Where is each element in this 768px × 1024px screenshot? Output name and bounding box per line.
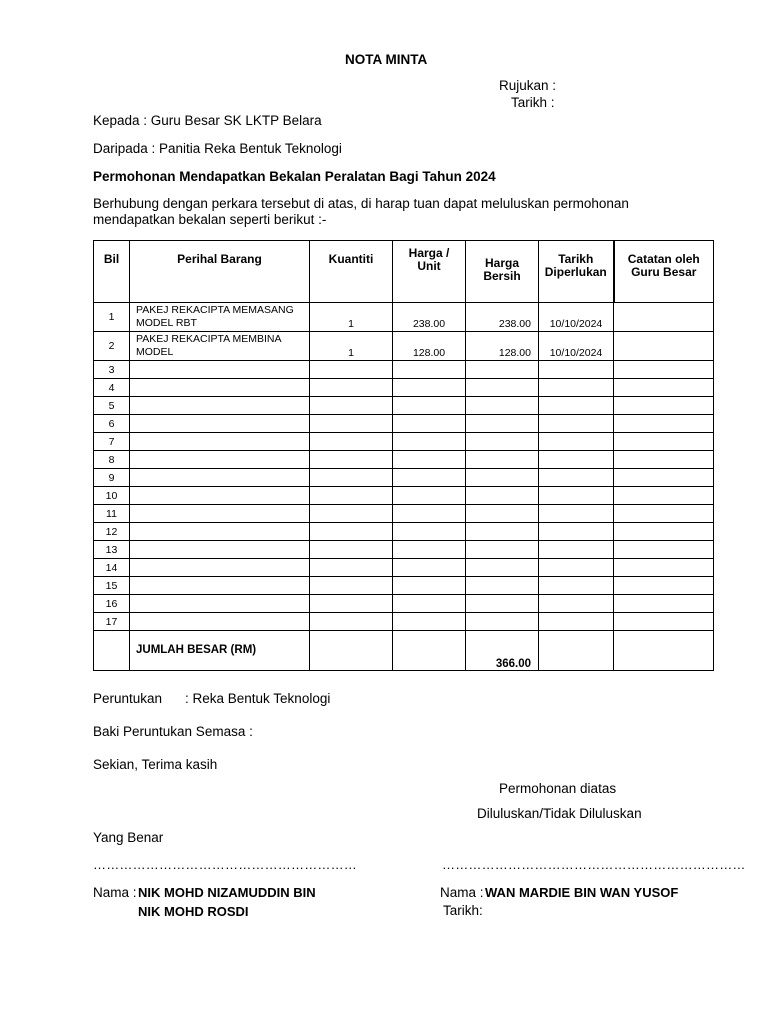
table-row: [94, 332, 714, 361]
cell-empty: [614, 361, 714, 379]
header-harga-bersih: Harga Bersih: [466, 241, 539, 303]
cell-empty: [539, 523, 614, 541]
cell-tarikh: 10/10/2024: [539, 303, 614, 332]
cell-empty: [466, 613, 539, 631]
body-line-1: Berhubung dengan perkara tersebut di atas, di harap tuan dapat meluluskan permohonan: [93, 196, 629, 211]
cell-harga-unit: 128.00: [393, 332, 466, 361]
cell-empty: [393, 433, 466, 451]
cell-empty: [466, 379, 539, 397]
cell-empty: [466, 523, 539, 541]
memo-title: NOTA MINTA: [345, 52, 428, 67]
cell-empty: [393, 379, 466, 397]
cell-empty: [130, 451, 310, 469]
cell-perihal: PAKEJ REKACIPTA MEMBINA MODEL: [130, 332, 310, 361]
cell-empty: [130, 523, 310, 541]
table-row: [94, 469, 714, 487]
cell-empty: [393, 613, 466, 631]
cell-empty: [310, 613, 393, 631]
table-row: [94, 379, 714, 397]
cell-empty: [466, 595, 539, 613]
cell-bil: 11: [94, 505, 130, 523]
cell-bil: 10: [94, 487, 130, 505]
cell-empty: [466, 397, 539, 415]
cell-kuantiti: 1: [310, 303, 393, 332]
cell-empty: [310, 559, 393, 577]
kepada-line: Kepada : Guru Besar SK LKTP Belara: [93, 113, 322, 128]
cell-empty: [310, 595, 393, 613]
cell-empty: [614, 523, 714, 541]
cell-empty: [130, 613, 310, 631]
table-row: [94, 559, 714, 577]
cell-empty: [310, 451, 393, 469]
cell-empty: [539, 559, 614, 577]
table-row: [94, 541, 714, 559]
cell-empty: [614, 505, 714, 523]
cell-empty: [310, 505, 393, 523]
table-row: [94, 361, 714, 379]
cell-empty: [539, 613, 614, 631]
cell-catatan: [614, 303, 714, 332]
daripada-line: Daripada : Panitia Reka Bentuk Teknologi: [93, 141, 342, 156]
cell-bil: 1: [94, 303, 130, 332]
cell-empty: [130, 487, 310, 505]
cell-empty: [614, 577, 714, 595]
cell-harga-unit: 238.00: [393, 303, 466, 332]
table-header-row: [94, 241, 714, 303]
cell-bil: 5: [94, 397, 130, 415]
cell-empty: [614, 595, 714, 613]
subject-line: Permohonan Mendapatkan Bekalan Peralatan Bagi Tahun 2024: [93, 169, 496, 184]
table-row: [94, 415, 714, 433]
header-perihal: Perihal Barang: [130, 241, 310, 303]
cell-bil: 8: [94, 451, 130, 469]
header-bil: Bil: [94, 241, 130, 303]
signer-name-right: WAN MARDIE BIN WAN YUSOF: [485, 885, 679, 900]
cell-catatan: [614, 332, 714, 361]
cell-empty: [466, 541, 539, 559]
peruntukan-value: : Reka Bentuk Teknologi: [185, 691, 331, 706]
cell-empty: [130, 433, 310, 451]
tarikh-label-top: Tarikh :: [511, 95, 555, 110]
cell-empty: [466, 361, 539, 379]
header-catatan: Catatan oleh Guru Besar: [614, 241, 714, 303]
cell-empty: [539, 397, 614, 415]
cell-bil: 4: [94, 379, 130, 397]
cell-bil: 9: [94, 469, 130, 487]
cell-bil: 6: [94, 415, 130, 433]
cell-empty: [310, 415, 393, 433]
cell-empty: [466, 487, 539, 505]
cell-kuantiti: 1: [310, 332, 393, 361]
cell-empty: [130, 361, 310, 379]
cell-bil: 12: [94, 523, 130, 541]
signature-line-right: ……………………………………………………………: [442, 857, 746, 872]
signer-name-left-2: NIK MOHD ROSDI: [138, 904, 249, 919]
peruntukan-label: Peruntukan: [93, 691, 163, 706]
cell-bil: 13: [94, 541, 130, 559]
cell-empty: [393, 559, 466, 577]
signer-name-left-1: NIK MOHD NIZAMUDDIN BIN: [138, 885, 316, 900]
table-row: [94, 397, 714, 415]
cell-empty: [539, 433, 614, 451]
cell-empty: [310, 541, 393, 559]
cell-empty: [614, 469, 714, 487]
cell-empty: [393, 541, 466, 559]
cell-empty: [614, 487, 714, 505]
cell-empty: [614, 613, 714, 631]
header-harga-unit: Harga / Unit: [393, 241, 466, 303]
body-line-2: mendapatkan bekalan seperti berikut :-: [93, 212, 327, 227]
cell-perihal: PAKEJ REKACIPTA MEMASANG MODEL RBT: [130, 303, 310, 332]
cell-empty: [539, 469, 614, 487]
total-value: 366.00: [466, 631, 539, 671]
cell-empty: [310, 487, 393, 505]
table-row: [94, 523, 714, 541]
cell-empty: [466, 415, 539, 433]
cell-bil: 7: [94, 433, 130, 451]
cell-empty: [130, 505, 310, 523]
cell-empty: [393, 415, 466, 433]
cell-empty: [539, 415, 614, 433]
cell-empty: [614, 451, 714, 469]
table-row: [94, 487, 714, 505]
cell-empty: [539, 361, 614, 379]
cell-empty: [466, 577, 539, 595]
cell-empty: [614, 415, 714, 433]
cell-empty: [130, 469, 310, 487]
header-tarikh: Tarikh Diperlukan: [539, 241, 614, 303]
cell-empty: [310, 469, 393, 487]
cell-empty: [614, 379, 714, 397]
cell-empty: [539, 487, 614, 505]
baki-peruntukan: Baki Peruntukan Semasa :: [93, 724, 253, 739]
cell-empty: [393, 361, 466, 379]
signature-line-left: ……………………………………………………: [93, 857, 357, 872]
cell-empty: [614, 559, 714, 577]
table-row: [94, 303, 714, 332]
empty-rows: [94, 361, 714, 631]
cell-empty: [393, 397, 466, 415]
nama-label-right: Nama :: [440, 885, 484, 900]
total-empty-cell: [614, 631, 714, 671]
cell-empty: [130, 379, 310, 397]
cell-empty: [310, 397, 393, 415]
cell-empty: [466, 505, 539, 523]
table-row: [94, 595, 714, 613]
cell-empty: [130, 541, 310, 559]
table-row: [94, 433, 714, 451]
cell-empty: [393, 487, 466, 505]
total-row: [94, 631, 714, 671]
cell-empty: [393, 469, 466, 487]
cell-empty: [539, 379, 614, 397]
table-row: [94, 577, 714, 595]
cell-empty: [614, 397, 714, 415]
cell-harga-bersih: 128.00: [466, 332, 539, 361]
cell-bil: 3: [94, 361, 130, 379]
cell-bil: 14: [94, 559, 130, 577]
cell-empty: [310, 379, 393, 397]
cell-bil: 15: [94, 577, 130, 595]
cell-empty: [130, 415, 310, 433]
cell-empty: [393, 451, 466, 469]
cell-empty: [310, 361, 393, 379]
table-row: [94, 505, 714, 523]
cell-empty: [310, 433, 393, 451]
cell-empty: [539, 595, 614, 613]
cell-bil: 16: [94, 595, 130, 613]
cell-empty: [310, 577, 393, 595]
cell-empty: [539, 451, 614, 469]
total-bil-cell: [94, 631, 130, 671]
sekian-line: Sekian, Terima kasih: [93, 757, 218, 772]
table-row: [94, 613, 714, 631]
request-table: [93, 240, 714, 671]
permohonan-diatas: Permohonan diatas: [499, 781, 617, 796]
cell-empty: [130, 559, 310, 577]
cell-empty: [393, 577, 466, 595]
cell-tarikh: 10/10/2024: [539, 332, 614, 361]
yang-benar: Yang Benar: [93, 830, 164, 845]
cell-bil: 17: [94, 613, 130, 631]
cell-empty: [466, 559, 539, 577]
cell-empty: [393, 523, 466, 541]
nama-label-left: Nama :: [93, 885, 137, 900]
cell-empty: [539, 541, 614, 559]
cell-empty: [614, 433, 714, 451]
total-empty-cell: [310, 631, 393, 671]
cell-empty: [466, 469, 539, 487]
tarikh-label-bottom: Tarikh:: [443, 903, 483, 918]
table-row: [94, 451, 714, 469]
diluluskan-line: Diluluskan/Tidak Diluluskan: [477, 806, 642, 821]
rujukan-label: Rujukan :: [499, 78, 557, 93]
total-label: JUMLAH BESAR (RM): [130, 631, 310, 671]
cell-empty: [393, 595, 466, 613]
cell-empty: [310, 523, 393, 541]
total-empty-cell: [393, 631, 466, 671]
cell-empty: [614, 541, 714, 559]
cell-empty: [466, 451, 539, 469]
cell-bil: 2: [94, 332, 130, 361]
cell-harga-bersih: 238.00: [466, 303, 539, 332]
total-empty-cell: [539, 631, 614, 671]
header-kuantiti: Kuantiti: [310, 241, 393, 303]
cell-empty: [393, 505, 466, 523]
cell-empty: [539, 577, 614, 595]
cell-empty: [539, 505, 614, 523]
cell-empty: [130, 595, 310, 613]
cell-empty: [130, 577, 310, 595]
cell-empty: [466, 433, 539, 451]
cell-empty: [130, 397, 310, 415]
